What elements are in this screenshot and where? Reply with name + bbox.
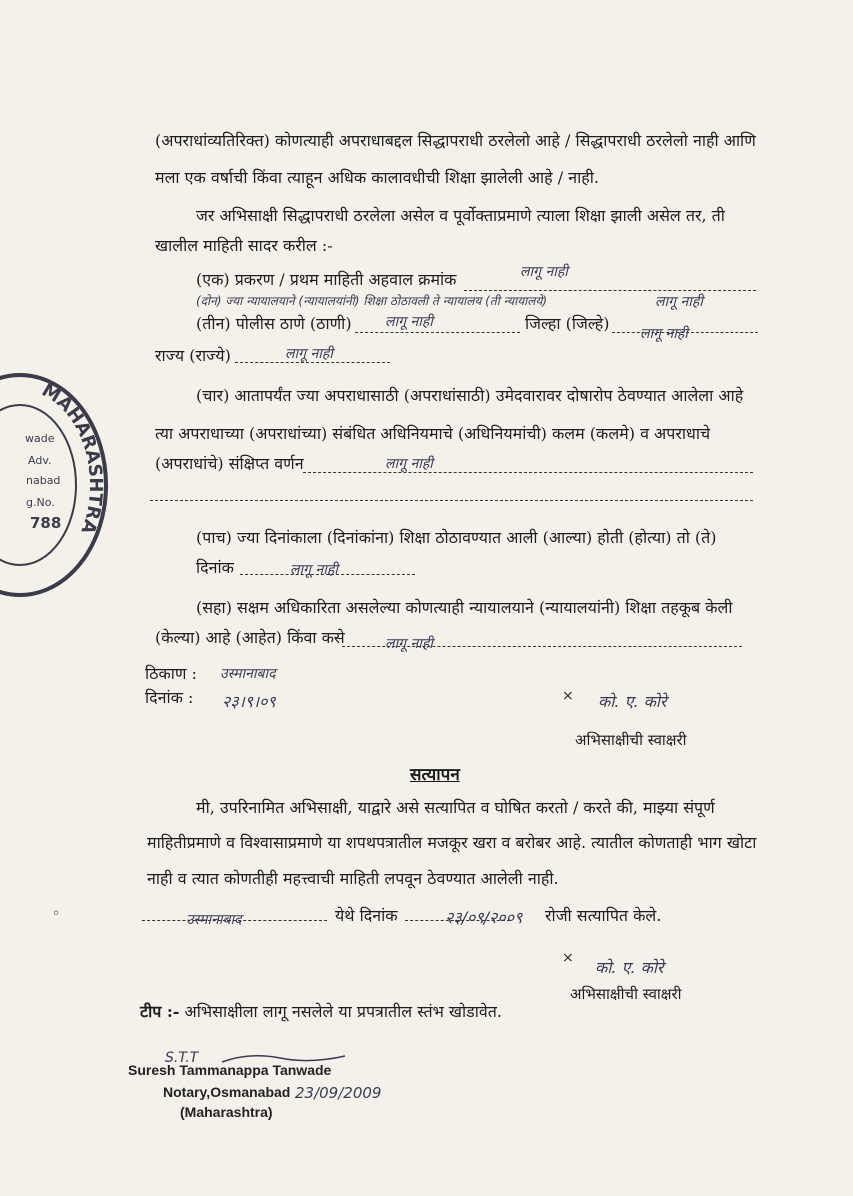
- fill-line: [303, 472, 753, 473]
- verification-closing: रोजी सत्यापित केले.: [545, 906, 662, 925]
- handwritten-place: उस्मानाबाद: [220, 666, 276, 682]
- district-label: जिल्हा (जिल्हे): [525, 314, 610, 333]
- deponent-signature-label: अभिसाक्षीची स्वाक्षरी: [570, 985, 682, 1003]
- notary-title: Notary,Osmanabad: [163, 1084, 291, 1100]
- date-label: दिनांक: [196, 558, 234, 577]
- text-line: मी, उपरिनामित अभिसाक्षी, याद्वारे असे सत्यापित व घोषित करतो / करते की, माझ्या संपूर्ण: [196, 798, 715, 817]
- notary-state: (Maharashtra): [180, 1104, 273, 1120]
- handwritten-not-applicable: लागू नाही: [290, 562, 338, 578]
- item-three-label: (तीन) पोलीस ठाणे (ठाणी): [196, 314, 352, 333]
- deponent-signature-label: अभिसाक्षीची स्वाक्षरी: [575, 731, 687, 749]
- notary-seal-stamp: [0, 370, 110, 600]
- stamp-line: Adv.: [28, 454, 52, 467]
- notary-handwritten-sign: S.T.T: [165, 1050, 199, 1066]
- handwritten-not-applicable: लागू नाही: [285, 346, 333, 362]
- notary-name: Suresh Tammanappa Tanwade: [128, 1062, 332, 1078]
- text-line: (पाच) ज्या दिनांकाला (दिनांकांना) शिक्षा ठोठावण्यात आली (आल्या) होती (होत्या) तो (ते): [196, 528, 717, 547]
- handwritten-item-two: (दोन) ज्या न्यायालयाने (न्यायालयांनी) शिक्षा ठोठावली ते न्यायालय (ती न्यायालये): [196, 294, 548, 308]
- handwritten-not-applicable: लागू नाही: [520, 264, 568, 280]
- text-line: (केल्या) आहे (आहेत) किंवा कसे: [155, 628, 345, 647]
- item-one-label: (एक) प्रकरण / प्रथम माहिती अहवाल क्रमांक: [196, 270, 457, 289]
- text-line: जर अभिसाक्षी सिद्धापराधी ठरलेला असेल व पूर्वोक्ताप्रमाणे त्याला शिक्षा झाली असेल तर, ती: [196, 206, 725, 225]
- handwritten-not-applicable: लागू नाही: [385, 456, 433, 472]
- mark-x: ×: [562, 688, 574, 704]
- handwritten-not-applicable: लागू नाही: [655, 294, 703, 310]
- note-text: अभिसाक्षीला लागू नसलेले या प्रपत्रातील स्तंभ खोडावेत.: [184, 1002, 502, 1021]
- handwritten-not-applicable: लागू नाही: [385, 636, 433, 652]
- fill-line: [150, 500, 753, 501]
- handwritten-verification-date: २३/०९/२००९: [445, 908, 523, 927]
- note-line: [140, 1002, 502, 1022]
- verification-heading: सत्यापन: [410, 765, 460, 785]
- handwritten-signature: को. ए. कोरे: [598, 692, 667, 711]
- mark-x: ×: [562, 950, 574, 966]
- state-label: राज्य (राज्ये): [155, 346, 231, 365]
- handwritten-not-applicable: लागू नाही: [640, 326, 688, 342]
- fill-line: [464, 290, 756, 291]
- text-line: त्या अपराधाच्या (अपराधांच्या) संबंधित अधिनियमाचे (अधिनियमांची) कलम (कलमे) व अपराधाचे: [155, 424, 711, 443]
- stamp-line: 788: [30, 514, 62, 532]
- text-line: नाही व त्यात कोणतीही महत्त्वाची माहिती लपवून ठेवण्यात आलेली नाही.: [147, 869, 559, 888]
- note-label: टीप :-: [140, 1002, 180, 1021]
- stamp-line: wade: [25, 432, 55, 445]
- text-line: (अपराधांचे) संक्षिप्त वर्णन: [155, 454, 304, 473]
- notary-handwritten-date: 23/09/2009: [295, 1084, 382, 1102]
- fill-line: [355, 332, 520, 333]
- stamp-ring-text: MAHARASHTRA: [37, 379, 107, 537]
- text-line: (अपराधांव्यतिरिक्त) कोणत्याही अपराधाबद्दल सिद्धापराधी ठरलेलो आहे / सिद्धापराधी ठरलेलो नाही आणि: [155, 131, 756, 150]
- text-line: खालील माहिती सादर करील :-: [155, 236, 333, 255]
- stamp-line: g.No.: [26, 496, 55, 509]
- verification-date-label: येथे दिनांक: [335, 906, 398, 925]
- date-label: दिनांक :: [145, 688, 194, 707]
- handwritten-date: २३।९।०९: [222, 692, 276, 711]
- text-line: मला एक वर्षाची किंवा त्याहून अधिक कालावधीची शिक्षा झालेली आहे / नाही.: [155, 168, 599, 187]
- scan-mark: ◦: [52, 906, 61, 922]
- handwritten-not-applicable: लागू नाही: [385, 314, 433, 330]
- handwritten-signature: को. ए. कोरे: [595, 958, 664, 977]
- stamp-line: nabad: [26, 474, 61, 487]
- text-line: (सहा) सक्षम अधिकारिता असलेल्या कोणत्याही न्यायालयाने (न्यायालयांनी) शिक्षा तहकूब केली: [196, 598, 733, 617]
- text-line: (चार) आतापर्यंत ज्या अपराधासाठी (अपराधांसाठी) उमेदवारावर दोषारोप ठेवण्यात आलेला आहे: [196, 386, 744, 405]
- text-line: माहितीप्रमाणे व विश्वासाप्रमाणे या शपथपत्रातील मजकूर खरा व बरोबर आहे. त्यातील कोणताही भाग खोटा: [147, 833, 757, 852]
- handwritten-verification-place: उस्मानाबाद: [186, 912, 242, 928]
- place-label: ठिकाण :: [145, 664, 197, 683]
